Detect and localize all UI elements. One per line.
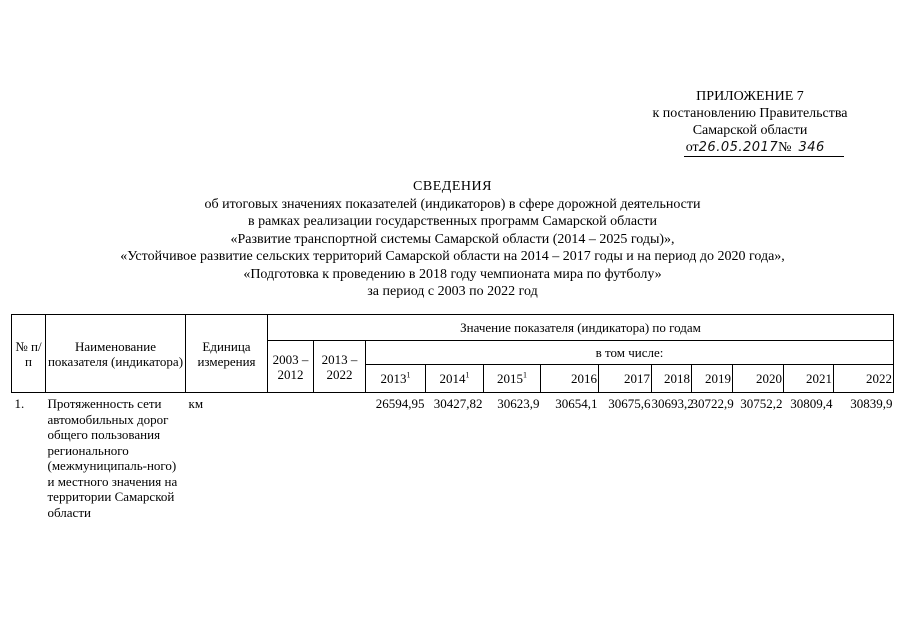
- number-prefix: №: [778, 140, 792, 155]
- row-num: 1.: [12, 393, 46, 521]
- row-value-2017: 30675,6: [599, 393, 652, 521]
- header-including: в том числе:: [366, 341, 894, 365]
- header-year-2015: 2015$^1$: [484, 365, 541, 393]
- header-year-2017: 2017: [599, 365, 652, 393]
- title-line-5: «Подготовка к проведению в 2018 году чемпионата мира по футболу»: [243, 266, 662, 282]
- row-value-2014: 30427,82: [426, 393, 484, 521]
- document-title-block: [0, 178, 905, 301]
- header-year-2019: 2019: [692, 365, 733, 393]
- header-year-2016: 2016: [541, 365, 599, 393]
- title-line-6: за период с 2003 по 2022 год: [367, 284, 538, 299]
- header-period-2013-2022: 2013 – 2022: [314, 341, 366, 393]
- appendix-block: [600, 88, 900, 157]
- indicators-table: [11, 314, 894, 520]
- row-value-2015: 30623,9: [484, 393, 541, 521]
- header-year-2022: 2022: [834, 365, 894, 393]
- header-year-2020: 2020: [733, 365, 784, 393]
- appendix-line-1: к постановлению Правительства: [652, 106, 848, 121]
- handwritten-number: 346: [798, 140, 825, 155]
- appendix-line-2: Самарской области: [692, 123, 808, 138]
- decree-reference: [684, 139, 845, 157]
- row-value-2018: 30693,2: [652, 393, 692, 521]
- header-period-2003-2012: 2003 – 2012: [268, 341, 314, 393]
- row-value-2019: 30722,9: [692, 393, 733, 521]
- row-period-2003-2012: [268, 393, 314, 521]
- header-name: Наименование показателя (индикатора): [46, 315, 186, 393]
- from-prefix: от: [685, 140, 699, 155]
- document-heading: СВЕДЕНИЯ: [413, 179, 492, 194]
- appendix-title: ПРИЛОЖЕНИЕ 7: [696, 89, 804, 104]
- header-num: № п/п: [12, 315, 46, 393]
- header-year-2018: 2018: [652, 365, 692, 393]
- header-unit: Единица измерения: [186, 315, 268, 393]
- row-value-2016: 30654,1: [541, 393, 599, 521]
- row-period-2013-2022: [314, 393, 366, 521]
- title-line-4: «Устойчивое развитие сельских территорий Самарской области на 2014 – 2017 годы и на период до 2020 года»,: [120, 249, 785, 264]
- header-year-2014: 2014$^1$: [426, 365, 484, 393]
- row-indicator-name: Протяженность сети автомобильных дорог общего пользования регионального (межмуниципаль-ного) и местного значения на территории Самарской области: [46, 393, 186, 521]
- title-line-2: в рамках реализации государственных программ Самарской области: [248, 214, 657, 229]
- title-line-3: «Развитие транспортной системы Самарской области (2014 – 2025 годы)»,: [230, 231, 675, 247]
- header-year-2013: 2013$^1$: [366, 365, 426, 393]
- header-year-2021: 2021: [784, 365, 834, 393]
- handwritten-date: 26.05.2017: [698, 140, 779, 155]
- row-value-2022: 30839,9: [834, 393, 894, 521]
- header-values-group: Значение показателя (индикатора) по годам: [268, 315, 894, 341]
- table-row: [12, 393, 894, 521]
- row-value-2021: 30809,4: [784, 393, 834, 521]
- title-line-1: об итоговых значениях показателей (индикаторов) в сфере дорожной деятельности: [204, 196, 701, 212]
- row-value-2020: 30752,2: [733, 393, 784, 521]
- row-value-2013: 26594,95: [366, 393, 426, 521]
- row-unit: км: [186, 393, 268, 521]
